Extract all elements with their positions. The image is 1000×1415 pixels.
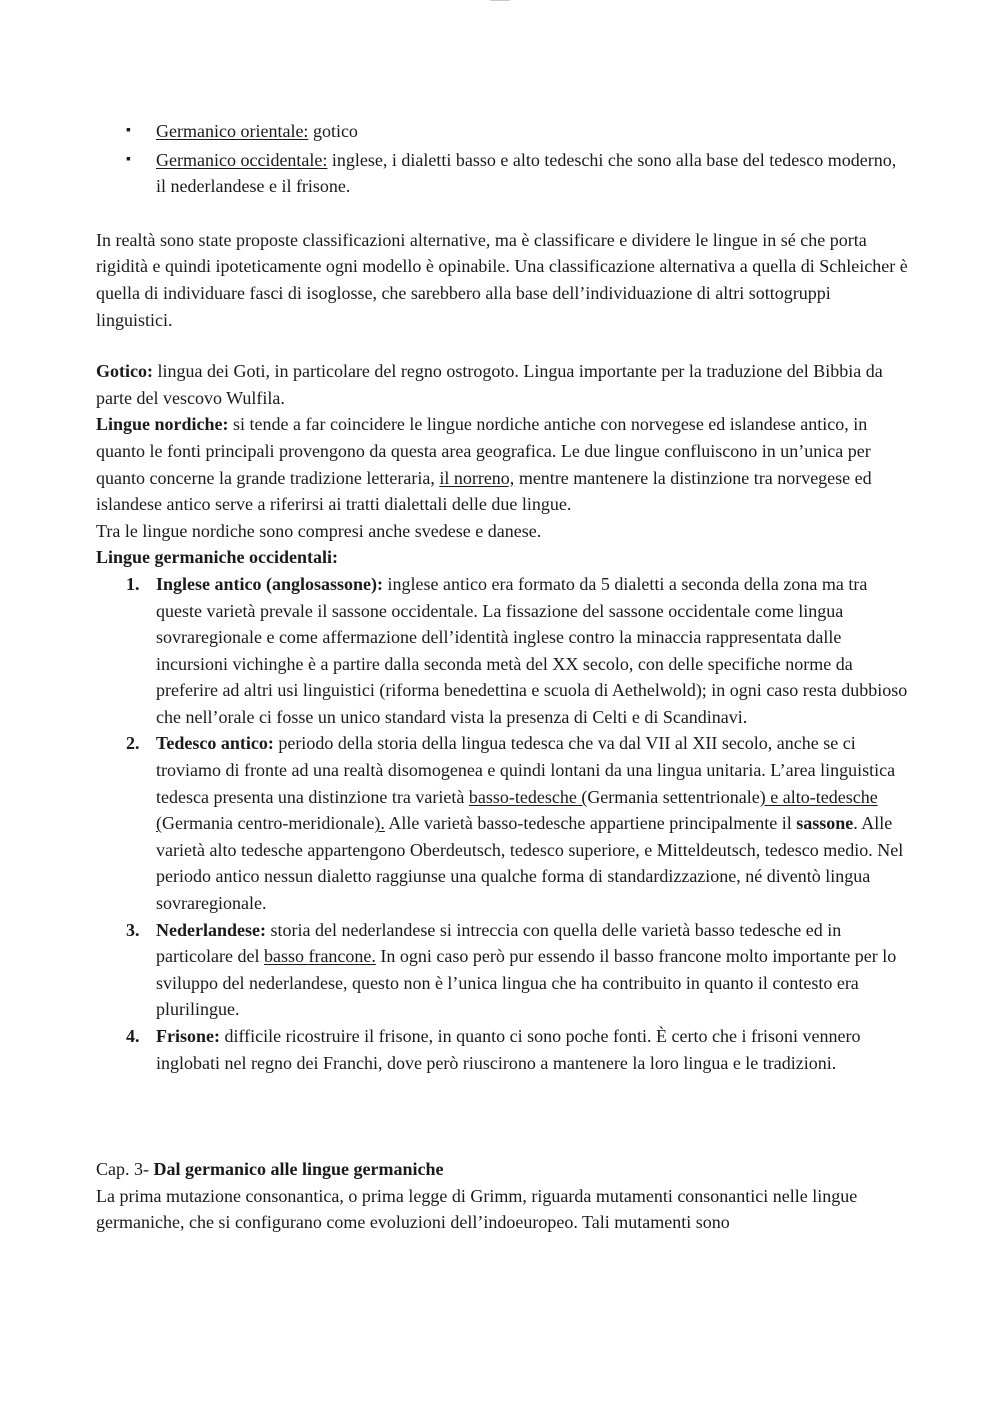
nordiche-term: Lingue nordiche: — [96, 414, 229, 435]
bullet-label: Germanico orientale: — [156, 121, 309, 141]
gotico-paragraph — [96, 358, 910, 411]
chapter-heading — [96, 1156, 910, 1183]
nordiche-paragraph — [96, 411, 910, 517]
underlined-text: ) e alto-tedesche ( — [156, 786, 878, 834]
item-term: Tedesco antico: — [156, 733, 274, 754]
norreno-underlined: il norreno, — [439, 467, 515, 488]
underlined-text: ). — [374, 813, 385, 834]
list-item-inglese — [96, 571, 910, 731]
occidentali-heading — [96, 544, 910, 571]
bold-text: sassone — [796, 813, 854, 834]
item-text: inglese antico era formato da 5 dialetti a seconda della zona ma tra queste varietà prevale il sassone occidentale. La fissazione del sassone occidentale come lingua sovraregionale e come affermazione dell’identità inglese contro la minaccia rappresentata dalle incursioni vichinghe è a partire dalla seconda metà del XX secolo, con delle specifiche norme da preferire ad altri usi linguistici (riforma benedettina e scuola di Aethelwold); in ogni caso resta dubbioso che nell’orale ci fosse un unico standard vista la presenza di Celti e di Scandinavi. — [156, 573, 908, 727]
bullet-text: gotico — [308, 121, 358, 141]
list-item-tedesco — [96, 730, 910, 916]
bullet-text: inglese, i dialetti basso e alto tedeschi che sono alla base del tedesco moderno, il nederlandese e il frisone. — [156, 149, 897, 197]
nordiche-text-end: mentre mantenere la distinzione tra norvegese ed islandese antico serve a riferirsi ai tratti dialettali delle due lingue. — [96, 467, 872, 515]
list-item-nederlandese — [96, 917, 910, 1023]
item-number: 4. — [126, 1026, 140, 1046]
branch-list — [96, 118, 910, 200]
item-term: Nederlandese: — [156, 919, 266, 940]
item-text: periodo della storia della lingua tedesca che va dal VII al XII secolo, anche se ci troviamo di fronte ad una realtà disomogenea e quindi lontani da una lingua unitaria. L’area linguistica tedesca presenta una distinzione tra varietà — [156, 733, 896, 807]
chapter-title: Dal germanico alle lingue germaniche — [153, 1159, 444, 1180]
item-text: difficile ricostruire il frisone, in quanto ci sono poche fonti. È certo che i frisoni vennero inglobati nel regno dei Franchi, dove però riuscirono a mantenere la loro lingua e le tradizioni. — [156, 1026, 861, 1073]
item-text: Germania settentrionale — [587, 786, 760, 807]
item-term: Frisone: — [156, 1026, 220, 1046]
underlined-text: basso-tedesche ( — [468, 786, 588, 807]
list-item — [96, 118, 910, 145]
item-text: Alle varietà basso-tedesche appartiene principalmente il — [384, 813, 797, 834]
item-term: Inglese antico (anglosassone): — [156, 573, 384, 594]
item-text: Germania centro-meridionale — [162, 813, 375, 834]
bullet-icon: ▪ — [126, 123, 131, 138]
chapter-paragraph: La prima mutazione consonantica, o prima legge di Grimm, riguarda mutamenti consonantici nelle lingue germaniche, che si configurano come evoluzioni dell’indoeuropeo. Tali mutamenti sono — [96, 1185, 858, 1233]
bullet-icon: ▪ — [126, 151, 131, 167]
item-number: 1. — [126, 573, 140, 594]
item-number: 2. — [126, 733, 140, 754]
item-text: . Alle varietà alto tedesche appartengono Oberdeutsch, tedesco superiore, e Mitteldeutsch, tedesco medio. Nel periodo antico nessun dialetto raggiunse una qualche forma di standardizzazione, né diventò lingua sovraregionale. — [156, 813, 904, 914]
nordiche-extra: Tra le lingue nordiche sono compresi anche svedese e danese. — [96, 520, 542, 541]
chapter-prefix: Cap. 3- — [96, 1159, 154, 1180]
bullet-label: Germanico occidentale: — [156, 149, 328, 170]
list-item-frisone — [96, 1023, 910, 1076]
occidentali-heading-text: Lingue germaniche occidentali: — [96, 547, 338, 568]
occidentali-list — [96, 571, 910, 1076]
item-text: In ogni caso però pur essendo il basso francone molto importante per lo sviluppo del nederlandese, questo non è l’unica lingua che ha contribuito in quanto il contesto era plurilingue. — [156, 946, 897, 1020]
page-header-mark — [490, 0, 510, 3]
nordiche-text: si tende a far coincidere le lingue nordiche antiche con norvegese ed islandese antico, in quanto le fonti principali provengono da questa area geografica. Le due lingue confluiscono in un’unica per quanto concerne la grande tradizione letteraria, — [96, 414, 871, 488]
gotico-term: Gotico: — [96, 361, 153, 382]
classification-paragraph: In realtà sono state proposte classificazioni alternative, ma è classificare e dividere le lingue in sé che porta rigidità e quindi ipoteticamente ogni modello è opinabile. Una classificazione alternativa a quella di Schleicher è quella di individuare fasci di isoglosse, che sarebbero alla base dell’individuazione di altri sottogruppi linguistici. — [96, 229, 908, 330]
item-text: storia del nederlandese si intreccia con quella delle varietà basso tedesche ed in particolare del — [156, 919, 842, 967]
item-number: 3. — [126, 919, 140, 940]
document-body — [96, 118, 910, 1236]
list-item — [96, 147, 910, 200]
underlined-text: basso francone. — [263, 946, 376, 967]
gotico-text: lingua dei Goti, in particolare del regno ostrogoto. Lingua importante per la traduzione del Bibbia da parte del vescovo Wulfila. — [96, 361, 883, 408]
